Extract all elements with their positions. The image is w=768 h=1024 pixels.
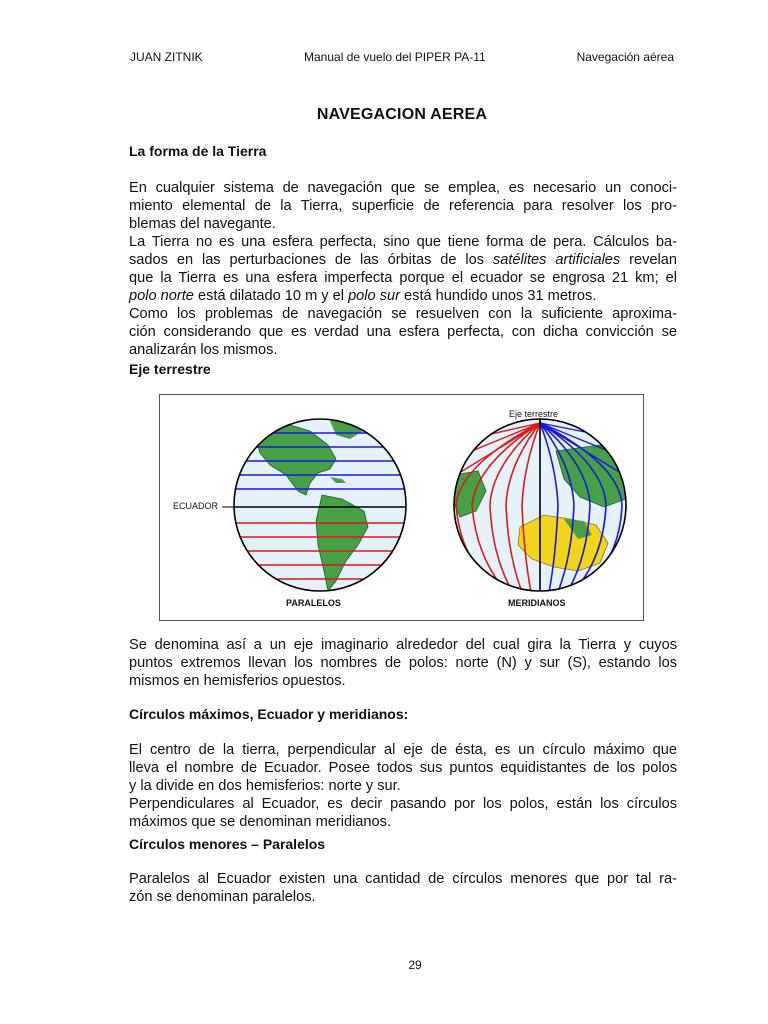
text-run: revelan [620,252,677,268]
globe-paralelos [220,417,420,591]
text-line: En cualquier sistema de navegación que se emplea, es necesario un conoci- [129,180,677,196]
heading-circulos-maximos: Círculos máximos, Ecuador y meridianos: [129,706,409,722]
text-line: Como los problemas de navegación se resuelven con la suficiente aproxima- [129,306,677,322]
heading-eje-terrestre: Eje terrestre [129,361,211,377]
heading-circulos-menores: Círculos menores – Paralelos [129,836,326,852]
text-line: máximos que se denominan meridianos. [129,814,392,830]
text-line: El centro de la tierra, perpendicular al eje de ésta, es un círculo máximo que [129,742,677,758]
text-line [129,287,677,305]
label-eje-terrestre: Eje terrestre [509,409,559,419]
label-paralelos: PARALELOS [286,598,341,608]
text-line: Perpendiculares al Ecuador, es decir pasando por los polos, están los círculos [129,796,677,812]
text-line: miento elemental de la Tierra, superficie de referencia para resolver los pro- [129,198,677,214]
text-line: analizarán los mismos. [129,342,278,358]
text-run: está hundido unos 31 metros. [399,288,597,304]
text-line: Se denomina así a un eje imaginario alrededor del cual gira la Tierra y cuyos [129,637,677,653]
text-italic: satélites artificiales [492,252,621,268]
text-line: Paralelos al Ecuador existen una cantidad de círculos menores que por tal ra- [129,871,677,887]
text-line [129,251,677,269]
paragraph-forma-1 [129,179,677,359]
paragraph-eje [129,636,677,690]
globe-meridianos [452,415,628,595]
header-topic: Navegación aérea [576,50,674,64]
text-italic: polo sur [348,288,400,304]
header-manual-title: Manual de vuelo del PIPER PA-11 [304,50,486,64]
paragraph-menores [129,870,677,906]
label-meridianos: MERIDIANOS [508,598,566,608]
text-line: puntos extremos llevan los nombres de polos: norte (N) y sur (S), estando los [129,655,677,671]
text-line: mismos en hemisferios opuestos. [129,673,346,689]
text-run: sados en las perturbaciones de las órbitas de los [129,252,493,268]
page-number: 29 [408,958,422,972]
text-line: ción considerando que es verdad una esfera perfecta, con dicha convicción se [129,324,677,340]
heading-forma-tierra: La forma de la Tierra [129,143,267,159]
globes-illustration [160,395,643,620]
text-line: que la Tierra es una esfera imperfecta porque el ecuador se engrosa 21 km; el [129,270,677,286]
globes-figure [159,394,644,621]
text-line: lleva el nombre de Ecuador. Posee todos sus puntos equidistantes de los polos [129,760,677,776]
page-header [130,50,676,66]
text-italic: polo norte [129,288,194,304]
text-run: está dilatado 10 m y el [193,288,349,304]
page-title: NAVEGACION AEREA [316,106,488,123]
label-ecuador: ECUADOR [173,501,219,511]
text-line: y la divide en dos hemisferios: norte y sur. [129,778,401,794]
text-line: La Tierra no es una esfera perfecta, sino que tiene forma de pera. Cálculos ba- [129,234,677,250]
text-line: zón se denominan paralelos. [129,889,316,905]
text-line: blemas del navegante. [129,216,276,232]
header-author: JUAN ZITNIK [130,50,203,64]
paragraph-circulos [129,741,677,831]
